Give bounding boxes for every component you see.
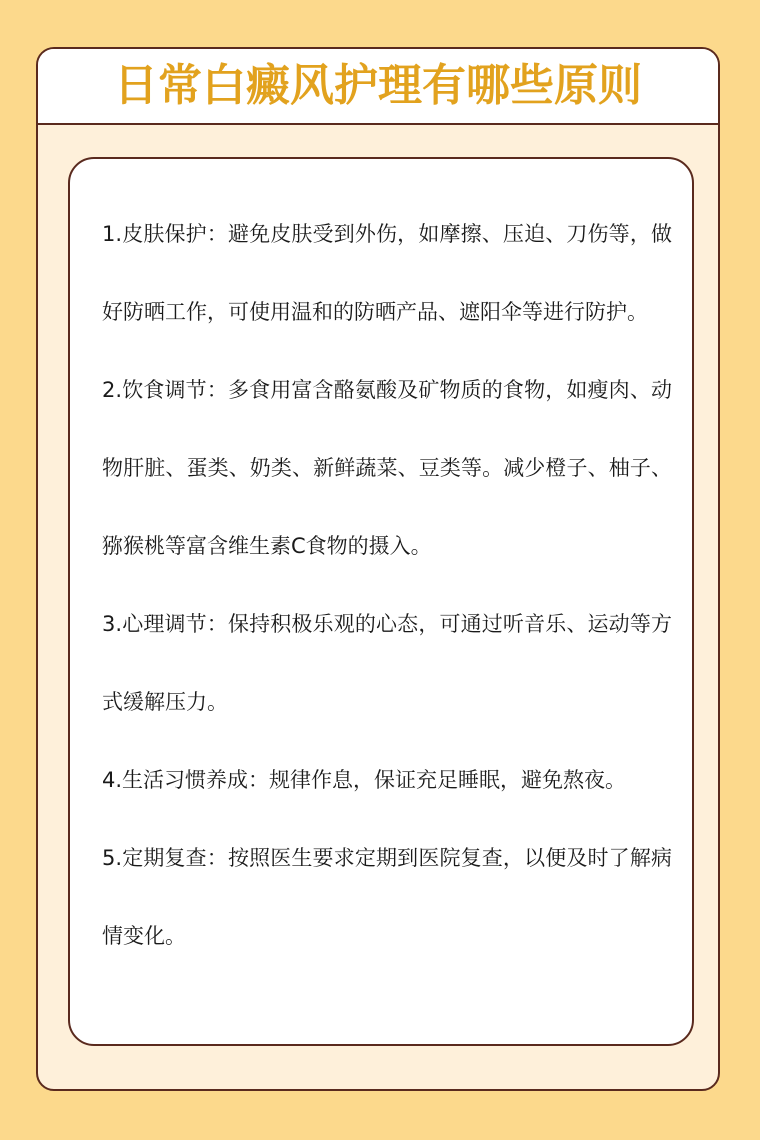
principle-item-checkup: 5.定期复查：按照医生要求定期到医院复查，以便及时了解病情变化。 [102,846,672,948]
outer-card [36,47,720,1091]
principle-item-lifestyle: 4.生活习惯养成：规律作息，保证充足睡眠，避免熬夜。 [102,768,627,792]
principle-item-diet: 2.饮食调节：多食用富含酪氨酸及矿物质的食物，如瘦肉、动物肝脏、蛋类、奶类、新鲜蔬菜、豆类等。减少橙子、柚子、猕猴桃等富含维生素C食物的摄入。 [102,378,672,558]
content-card [68,157,694,1046]
principle-item-skin-protection: 1.皮肤保护：避免皮肤受到外伤，如摩擦、压迫、刀伤等，做好防晒工作，可使用温和的防晒产品、遮阳伞等进行防护。 [102,222,672,324]
page-title: 日常白癜风护理有哪些原则 [114,60,642,111]
principle-item-psychology: 3.心理调节：保持积极乐观的心态，可通过听音乐、运动等方式缓解压力。 [102,612,672,714]
title-bar [38,49,718,125]
principles-list [102,195,672,975]
